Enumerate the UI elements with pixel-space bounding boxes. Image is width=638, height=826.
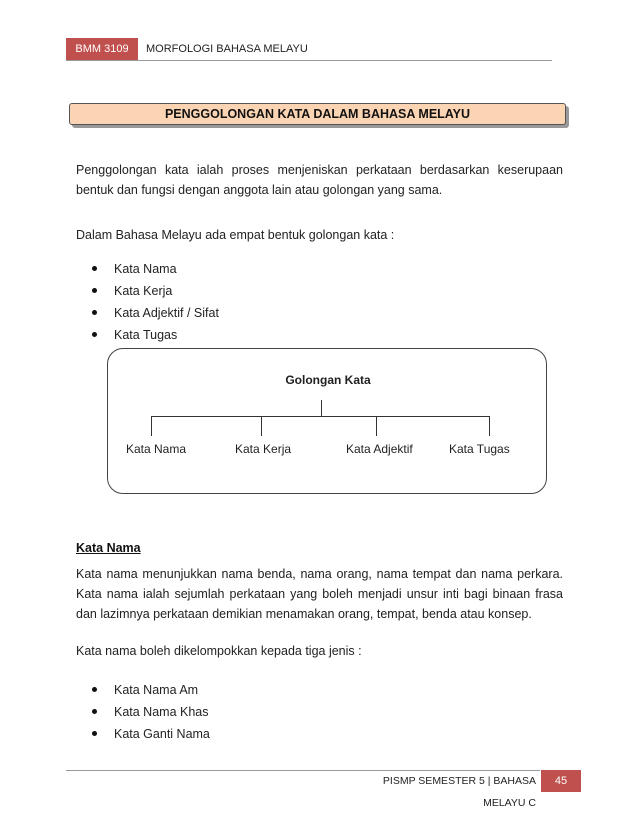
list-item [92, 724, 210, 746]
section-banner: PENGGOLONGAN KATA DALAM BAHASA MELAYU [69, 103, 566, 125]
bullet-icon [92, 709, 97, 714]
footer-text: PISMP SEMESTER 5 | BAHASA MELAYU C [382, 775, 536, 809]
list-item-label: Kata Kerja [114, 284, 173, 298]
list-item [92, 702, 210, 724]
diagram-branch-line [151, 416, 490, 417]
diagram-child-label: Kata Nama [126, 442, 187, 456]
diagram-drop-line [261, 416, 262, 436]
bullet-icon [92, 266, 97, 271]
list-item [92, 303, 219, 325]
diagram-drop-line [489, 416, 490, 436]
list-item-label: Kata Adjektif / Sifat [114, 306, 219, 320]
diagram-drop-line [151, 416, 152, 436]
header-divider [66, 60, 552, 61]
list-item-label: Kata Nama Khas [114, 705, 209, 719]
diagram-drop-line [376, 416, 377, 436]
header-course-code: BMM 3109 [66, 38, 138, 60]
list-item [92, 325, 219, 347]
diagram-child-label: Kata Tugas [449, 442, 510, 456]
list-item-label: Kata Tugas [114, 328, 178, 342]
list-item [92, 680, 210, 702]
kata-nama-type-list [92, 680, 210, 746]
kata-nama-heading: Kata Nama [76, 541, 141, 555]
word-class-diagram [107, 348, 547, 494]
bullet-icon [92, 332, 97, 337]
list-item-label: Kata Nama [114, 262, 177, 276]
kata-nama-paragraph: Kata nama menunjukkan nama benda, nama orang, nama tempat dan nama perkara. Kata nama ialah sejumlah perkataan yang boleh menjadi unsur inti bagi binaan frasa dan lazimnya perkataan demikian menamakan orang, tempat, benda atau konsep. [76, 567, 563, 621]
kata-nama-lead: Kata nama boleh dikelompokkan kepada tiga jenis : [76, 644, 362, 658]
diagram-child-label: Kata Adjektif [346, 442, 413, 456]
bullet-icon [92, 310, 97, 315]
definition-paragraph: Penggolongan kata ialah proses menjeniskan perkataan berdasarkan keserupaan bentuk dan fungsi dengan anggota lain atau golongan yang sama. [76, 163, 563, 197]
header-course-title: MORFOLOGI BAHASA MELAYU [146, 43, 308, 55]
diagram-child-label: Kata Kerja [235, 442, 292, 456]
list-item [92, 259, 219, 281]
diagram-stem-line [321, 400, 322, 416]
list-item-label: Kata Ganti Nama [114, 727, 210, 741]
word-class-list [92, 259, 219, 347]
bullet-icon [92, 687, 97, 692]
diagram-root-label: Golongan Kata [285, 373, 371, 387]
bullet-icon [92, 731, 97, 736]
intro-lead: Dalam Bahasa Melayu ada empat bentuk golongan kata : [76, 228, 395, 242]
bullet-icon [92, 288, 97, 293]
list-item [92, 281, 219, 303]
page-number: 45 [541, 770, 581, 792]
list-item-label: Kata Nama Am [114, 683, 199, 697]
